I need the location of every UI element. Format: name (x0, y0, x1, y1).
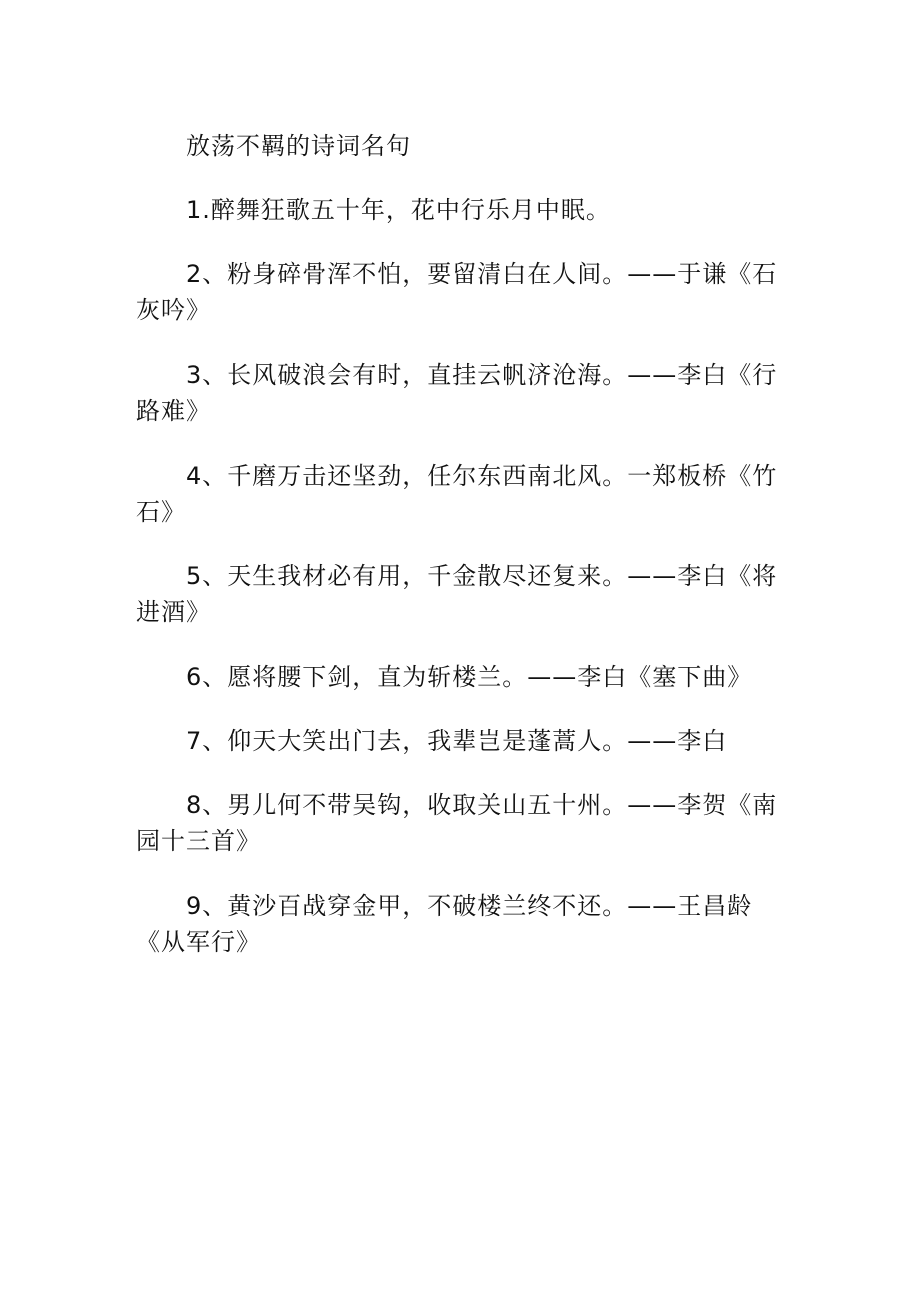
poem-line-7: 7、仰天大笑出门去，我辈岂是蓬蒿人。——李白 (186, 727, 728, 755)
document-title: 放荡不羁的诗词名句 (186, 132, 411, 160)
poem-line-8: 8、男儿何不带吴钩，收取关山五十州。——李贺《南园十三首》 (136, 791, 778, 855)
poem-line-1: 1.醉舞狂歌五十年，花中行乐月中眠。 (186, 196, 611, 224)
poem-line-2: 2、粉身碎骨浑不怕，要留清白在人间。——于谦《石灰吟》 (136, 260, 778, 324)
poem-line-9: 9、黄沙百战穿金甲，不破楼兰终不还。——王昌龄《从军行》 (136, 892, 753, 956)
poem-line-5: 5、天生我材必有用，千金散尽还复来。——李白《将进酒》 (136, 562, 778, 626)
poem-line-4: 4、千磨万击还坚劲，任尔东西南北风。一郑板桥《竹石》 (136, 462, 778, 526)
poem-line-6: 6、愿将腰下剑，直为斩楼兰。——李白《塞下曲》 (186, 663, 753, 691)
poem-line-3: 3、长风破浪会有时，直挂云帆济沧海。——李白《行路难》 (136, 361, 778, 425)
document-content (136, 128, 788, 989)
